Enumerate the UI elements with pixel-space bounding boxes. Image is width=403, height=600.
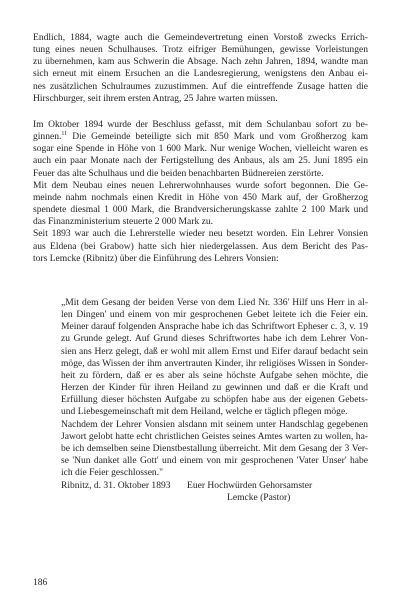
paragraph-2-line: auch ein paar Monate nach der Fertigstellung des Anbaus, als am 25. Juni 1895 ein — [33, 155, 368, 167]
quotation-line: se 'Nun danket alle Gott' und einem von mir gesprochenen 'Vater Unser' habe — [61, 455, 368, 467]
signature-name: Lemcke (Pastor) — [227, 492, 291, 503]
quotation-line: und Liebesgemeinschaft mit dem Heiland, welche er täglich pflegen möge. — [61, 406, 348, 418]
paragraph-2-line: sogar eine Spende in Höhe von 1 600 Mark. Nur wenige Wochen, vielleicht waren es — [33, 143, 368, 155]
quotation-line: heit zu fördern, daß er es aber als seine höchste Aufgabe sehen möchte, die — [61, 369, 368, 381]
paragraph-1-line: sich erneut mit einem Ersuchen an die Landesregierung, wenigstens den Anbau ei- — [33, 68, 368, 80]
paragraph-1-line: nes zusätzlichen Schulraumes zuzustimmen. Auf die eintreffende Zusage hatten die — [33, 80, 368, 92]
paragraph-2-line: meinde nahm nochmals einen Kredit in Höhe von 450 Mark auf, der Großherzog — [33, 191, 368, 203]
footnote-reference: 11 — [61, 130, 68, 137]
paragraph-2-line: spendete diesmal 1 000 Mark, die Brandversicherungskasse zahlte 2 100 Mark und — [33, 204, 368, 216]
paragraph-1-line: tung eines neuen Schulhauses. Trotz eifriger Bemühungen, gewisse Vorleistungen — [33, 44, 368, 56]
paragraph-1-line: Hirschburger, seit ihrem ersten Antrag, 25 Jahre warten müssen. — [33, 92, 278, 104]
quotation-line: Nachdem der Lehrer Vonsien alsdann mit seinem unter Handschlag gegebenen — [61, 418, 368, 430]
quotation-line: möge, das Wissen der ihm anvertrauten Kinder, ihr religiöses Wissen in Sonder- — [61, 357, 368, 369]
paragraph-1-line: Endlich, 1884, wagte auch die Gemeindevertretung einen Vorstoß zwecks Errich- — [33, 32, 368, 43]
paragraph-2-line: Mit dem Neubau eines neuen Lehrerwohnhauses wurde sofort begonnen. Die Ge- — [33, 179, 368, 191]
paragraph-2-line: Seit 1893 war auch die Lehrerstelle wieder neu besetzt worden. Ein Lehrer Vonsien — [33, 228, 368, 240]
quotation-line: zu Grunde gelegt. Auf Grund dieses Schriftwortes habe ich dem Lehrer Von- — [61, 333, 368, 345]
quotation-line: len Dingen' und einem von mir gesprochenen Gebet leitete ich die Feier ein. — [61, 309, 368, 321]
paragraph-2 — [33, 119, 368, 265]
quotation-line: ich die Feier geschlossen." — [61, 467, 163, 479]
paragraph-2-line-start: ginnen. — [33, 131, 62, 143]
page-number: 186 — [33, 578, 48, 588]
quotation-block — [61, 297, 368, 479]
signature-closing: Euer Hochwürden Gehorsamster — [187, 480, 313, 491]
paragraph-2-line: tors Lemcke (Ribnitz) über die Einführung des Lehrers Vonsien: — [33, 252, 279, 264]
quotation-line: be ich demselben seine Dienstbestallung überreicht. Mit dem Gesang der 3 Ver- — [61, 442, 368, 454]
quotation-line: sien ans Herz gelegt, daß er wohl mit allem Ernst und Eifer darauf bedacht sein — [61, 345, 368, 357]
paragraph-2-line: Feuer das alte Schulhaus und die beiden benachbarten Büdnereien zerstörte. — [33, 167, 324, 179]
quotation-line: Erfüllung dieser höchsten Aufgabe zu schöpfen habe aus der eigenen Gebets- — [61, 394, 368, 406]
paragraph-2-line: aus Eldena (bei Grabow) hatte sich hier niedergelassen. Aus dem Bericht des Pas- — [33, 240, 368, 252]
quotation-line: Jawort gelobt hatte echt christlichen Geistes seines Amtes warten zu wollen, ha- — [61, 430, 368, 442]
paragraph-2-line-rest: Die Gemeinde beteiligte sich mit 850 Mark und vom Großherzog kam — [72, 131, 369, 143]
paragraph-2-line — [33, 131, 368, 143]
paragraph-1-line: zu übernehmen, kam aus Schwerin die Absage. Nach zehn Jahren, 1894, wandte man — [33, 56, 368, 68]
signature-block — [61, 480, 368, 504]
quotation-line: Meiner darauf folgenden Ansprache habe ich das Schriftwort Epheser c. 3, v. 19 — [61, 321, 368, 333]
place-date: Ribnitz, d. 31. Oktober 1893 — [61, 480, 171, 491]
paragraph-1 — [33, 32, 368, 105]
quotation-line: Herzen der Kinder für ihren Heiland zu gewinnen und daß er die Kraft und — [61, 382, 368, 394]
paragraph-2-line: Im Oktober 1894 wurde der Beschluss gefasst, mit dem Schulanbau sofort zu be- — [33, 119, 368, 130]
paragraph-2-line: das Finanzministerium steuerte 2 000 Mark zu. — [33, 216, 214, 228]
quotation-line: „Mit dem Gesang der beiden Verse von dem Lied Nr. 336' Hilf uns Herr in al- — [61, 297, 368, 308]
